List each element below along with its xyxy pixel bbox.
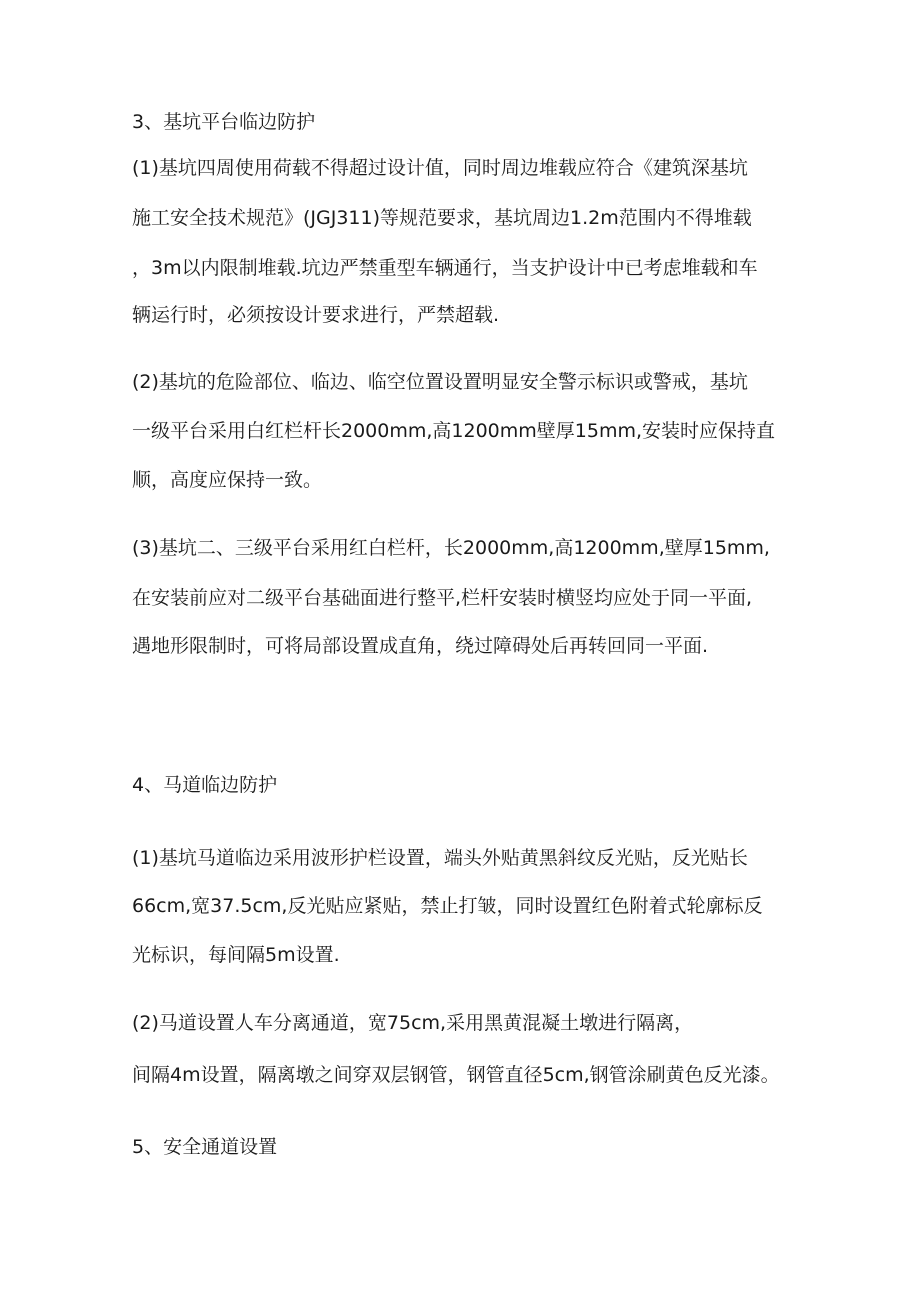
section-heading-5: 5、安全通道设置	[132, 1136, 278, 1158]
paragraph-line: 顺，高度应保持一致。	[132, 469, 323, 491]
section-heading-4: 4、马道临边防护	[132, 774, 278, 796]
paragraph-line: 遇地形限制时，可将局部设置成直角，绕过障碍处后再转回同一平面.	[132, 635, 709, 657]
paragraph-line: (1)基坑四周使用荷载不得超过设计值，同时周边堆载应符合《建筑深基坑	[132, 157, 748, 179]
paragraph-line: 一级平台采用白红栏杆长2000mm,高1200mm壁厚15mm,安装时应保持直	[132, 420, 776, 442]
paragraph-line: 辆运行时，必须按设计要求进行，严禁超载.	[132, 304, 500, 326]
paragraph-line: ，3m以内限制堆载.坑边严禁重型车辆通行，当支护设计中已考虑堆载和车	[132, 257, 758, 279]
paragraph-line: (2)马道设置人车分离通道，宽75cm,采用黑黄混凝土墩进行隔离，	[132, 1012, 694, 1034]
paragraph-line: 在安装前应对二级平台基础面进行整平,栏杆安装时横竖均应处于同一平面,	[132, 587, 753, 609]
paragraph-line: 光标识，每间隔5m设置.	[132, 944, 340, 966]
paragraph-line: (1)基坑马道临边采用波形护栏设置，端头外贴黄黑斜纹反光贴，反光贴长	[132, 847, 748, 869]
paragraph-line: (3)基坑二、三级平台采用红白栏杆，长2000mm,高1200mm,壁厚15mm,	[132, 537, 770, 559]
paragraph-line: 施工安全技术规范》(JGJ311)等规范要求，基坑周边1.2m范围内不得堆载	[132, 207, 752, 229]
paragraph-line: 间隔4m设置，隔离墩之间穿双层钢管，钢管直径5cm,钢管涂刷黄色反光漆。	[132, 1064, 780, 1086]
paragraph-line: 66cm,宽37.5cm,反光贴应紧贴，禁止打皱，同时设置红色附着式轮廓标反	[132, 895, 763, 917]
section-heading-3: 3、基坑平台临边防护	[132, 111, 316, 133]
paragraph-line: (2)基坑的危险部位、临边、临空位置设置明显安全警示标识或警戒，基坑	[132, 371, 748, 393]
